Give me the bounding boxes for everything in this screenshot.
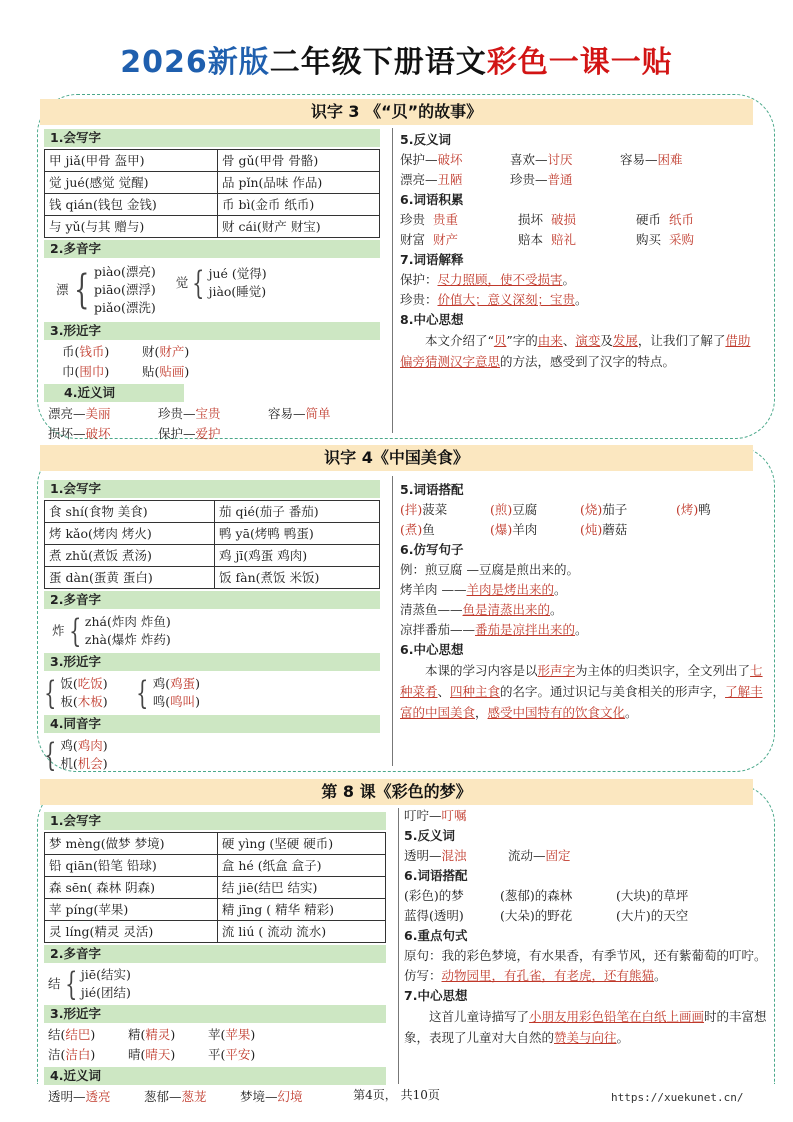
poly-reading: zhá(炸肉 炸鱼) (84, 614, 171, 629)
s2-imit-2: 清蒸鱼——鱼是清蒸出来的。 (400, 602, 563, 617)
col-item: (大朵)的野花 (500, 908, 573, 923)
sim-item: 财(财产) (142, 344, 190, 359)
table-row (45, 150, 380, 172)
s3-poly (48, 965, 386, 1003)
poly-reading: jié(团结) (80, 985, 131, 1000)
table-row (45, 921, 386, 943)
section-1-right (400, 130, 762, 372)
s1-syn-row1 (44, 404, 380, 424)
table-cell: 森 sēn( 森林 阴森) (45, 877, 218, 899)
brace-icon: { (192, 264, 205, 302)
table-cell: 食 shí(食物 美食) (45, 501, 215, 523)
s1-ant-row1 (400, 150, 762, 170)
s3-write-heading: 1.会写字 (44, 812, 386, 830)
section-3-right (404, 806, 770, 1048)
s2-center-text: 本课的学习内容是以形声字为主体的归类识字，全文列出了七种菜肴、四种主食的名字。通过识记与美食相关的形声字，了解丰富的中国美食，感受中国特有的饮食文化。 (400, 663, 763, 720)
col-item: (爆)羊肉 (490, 522, 538, 537)
sim-item: 巾(围巾) (62, 364, 110, 379)
col-item: (大块)的草坪 (616, 888, 689, 903)
s2-imit-1: 烤羊肉 ——羊肉是烤出来的。 (400, 582, 567, 597)
syn-item: 葱郁—葱茏 (144, 1089, 207, 1104)
s3-poly-heading: 2.多音字 (44, 945, 386, 963)
syn-item: 透明—透亮 (48, 1089, 111, 1104)
section-2-divider (392, 476, 393, 766)
col-item: (大片)的天空 (616, 908, 689, 923)
ant-item: 容易—困难 (620, 152, 683, 167)
s2-sim (44, 673, 380, 713)
sim-item: 洁(洁白) (48, 1047, 96, 1062)
s2-write-table (44, 500, 380, 589)
s2-poly-heading: 2.多音字 (44, 591, 380, 609)
s3-key-heading: 6.重点句式 (404, 928, 468, 943)
table-row (45, 855, 386, 877)
s1-sim-row1 (44, 342, 380, 362)
s2-write-heading: 1.会写字 (44, 480, 380, 498)
s3-center-heading: 7.中心思想 (404, 988, 468, 1003)
sim-item: 币(钱币) (62, 344, 110, 359)
s3-ant-heading: 5.反义词 (404, 828, 455, 843)
table-row (45, 172, 380, 194)
s2-imit-example: 例：煎豆腐 —豆腐是煎出来的。 (400, 562, 579, 577)
table-cell: 盒 hé (纸盒 盒子) (217, 855, 385, 877)
sim-item: 鸣(鸣叫) (152, 694, 201, 709)
s2-col-row2 (400, 520, 772, 540)
s2-hom-heading: 4.同音字 (44, 715, 380, 733)
s1-acc-row2 (400, 230, 762, 250)
s1-ant-row2 (400, 170, 762, 190)
section-2-right (400, 480, 772, 723)
table-cell: 硬 yìng (坚硬 硬币) (217, 833, 385, 855)
section-1-divider (392, 128, 393, 433)
table-cell: 煮 zhǔ(煮饭 煮汤) (45, 545, 215, 567)
table-cell: 苹 píng(苹果) (45, 899, 218, 921)
table-cell: 结 jiē(结巴 结实) (217, 877, 385, 899)
s1-acc-heading: 6.词语积累 (400, 192, 464, 207)
s1-sim-heading: 3.形近字 (44, 322, 380, 340)
s1-poly-heading: 2.多音字 (44, 240, 380, 258)
poly-reading: piāo(漂浮) (93, 282, 156, 297)
table-cell: 币 bì(金币 纸币) (218, 194, 380, 216)
col-item: (烧)茄子 (580, 502, 628, 517)
table-row (45, 567, 380, 589)
title-series: 彩色一课一贴 (486, 45, 673, 80)
ant-item: 保护—破坏 (400, 152, 463, 167)
s2-imit-3: 凉拌番茄——番茄是凉拌出来的。 (400, 622, 588, 637)
ant-item: 喜欢—讨厌 (510, 152, 573, 167)
section-3-left (44, 810, 386, 1107)
s1-poly-2 (176, 263, 267, 303)
table-cell: 甲 jiǎ(甲骨 盔甲) (45, 150, 218, 172)
s2-hom (44, 735, 380, 775)
s3-ant-row (404, 846, 770, 866)
col-item: (葱郁)的森林 (500, 888, 573, 903)
brace-icon: { (44, 674, 57, 712)
sim-item: 晴(晴天) (128, 1047, 176, 1062)
col-item: (煮)鱼 (400, 522, 435, 537)
s1-write-heading: 1.会写字 (44, 129, 380, 147)
table-cell: 烤 kǎo(烤肉 烤火) (45, 523, 215, 545)
table-cell: 品 pǐn(品味 作品) (218, 172, 380, 194)
sim-item: 平(平安) (208, 1047, 256, 1062)
page-title (0, 44, 793, 82)
s1-poly-1 (56, 263, 156, 317)
table-cell: 铅 qiān(铅笔 铅球) (45, 855, 218, 877)
s3-col-row1 (404, 886, 770, 906)
s1-write-table (44, 149, 380, 238)
brace-icon: { (68, 612, 81, 650)
s2-col-heading: 5.词语搭配 (400, 482, 464, 497)
sim-item: 苹(苹果) (208, 1027, 256, 1042)
table-cell: 鸡 jī(鸡蛋 鸡肉) (215, 545, 380, 567)
s3-write-table (44, 832, 386, 943)
sim-item: 鸡(鸡蛋) (152, 676, 201, 691)
table-cell: 流 liú ( 流动 流水) (217, 921, 385, 943)
table-row (45, 194, 380, 216)
col-item: (炖)蘑菇 (580, 522, 628, 537)
poly-char: 觉 (175, 275, 189, 290)
poly-reading: jiē(结实) (80, 967, 131, 982)
col-item: (拌)菠菜 (400, 502, 448, 517)
s3-orig-sentence: 原句：我的彩色梦境，有水果香，有季节风，还有紫葡萄的叮咛。 (404, 948, 767, 963)
section-1-left (44, 127, 380, 444)
syn-item: 梦境—幻境 (240, 1089, 303, 1104)
acc-item: 损坏 破损 (518, 212, 576, 227)
section-1-banner: 识字 3 《“贝”的故事》 (40, 99, 753, 125)
s3-col-row2 (404, 906, 770, 926)
syn-item: 容易—简单 (268, 406, 331, 421)
s1-ex-1: 保护：尽力照顾，使不受损害。 (400, 272, 576, 287)
table-cell: 钱 qián(钱包 金钱) (45, 194, 218, 216)
s3-syn-heading: 4.近义词 (44, 1067, 386, 1085)
sim-item: 精(精灵) (128, 1027, 176, 1042)
col-item: (彩色)的梦 (404, 888, 464, 903)
s2-poly (52, 611, 380, 651)
s1-ant-heading: 5.反义词 (400, 132, 451, 147)
poly-reading: piǎo(漂洗) (93, 300, 156, 315)
ant-item: 流动—固定 (508, 848, 571, 863)
s1-center-text: 本文介绍了“贝”字的由来、演变及发展，让我们了解了借助偏旁猜测汉字意思的方法，感受到了汉字的特点。 (400, 333, 751, 369)
sim-item: 饭(吃饭) (60, 676, 108, 691)
table-cell: 蛋 dàn(蛋黄 蛋白) (45, 567, 215, 589)
s2-sim-heading: 3.形近字 (44, 653, 380, 671)
table-row (45, 899, 386, 921)
acc-item: 赔本 赔礼 (518, 232, 576, 247)
ant-item: 漂亮—丑陋 (400, 172, 463, 187)
section-2-banner: 识字 4《中国美食》 (40, 445, 753, 471)
section-3-divider (398, 808, 399, 1084)
s1-ex-2: 珍贵：价值大；意义深刻；宝贵。 (400, 292, 588, 307)
brace-icon: { (44, 736, 57, 774)
poly-reading: jué (觉得) (208, 266, 267, 281)
ant-item: 珍贵—普通 (510, 172, 573, 187)
s3-col-heading: 6.词语搭配 (404, 868, 468, 883)
table-row (45, 216, 380, 238)
acc-item: 硬币 纸币 (636, 212, 694, 227)
poly-reading: piào(漂亮) (93, 264, 156, 279)
s1-syn-heading: 4.近义词 (44, 384, 184, 402)
acc-item: 购买 采购 (636, 232, 694, 247)
s1-syn-row2 (44, 424, 380, 444)
s3-center-text: 这首儿童诗描写了小朋友用彩色铅笔在白纸上画画时的丰富想象，表现了儿童对大自然的赞美与向往。 (404, 1009, 767, 1045)
brace-icon: { (136, 674, 149, 712)
table-cell: 财 cái(财产 财宝) (218, 216, 380, 238)
col-item: (煎)豆腐 (490, 502, 538, 517)
sim-item: 板(木板) (60, 694, 108, 709)
col-item: 蓝得(透明) (404, 908, 464, 923)
poly-reading: jiào(睡觉) (208, 284, 267, 299)
s2-imit-heading: 6.仿写句子 (400, 542, 464, 557)
col-item: (烤)鸭 (676, 502, 711, 517)
s3-sim-row1 (44, 1025, 386, 1045)
table-cell: 骨 gǔ(甲骨 骨骼) (218, 150, 380, 172)
table-cell: 觉 jué(感觉 觉醒) (45, 172, 218, 194)
page-footer: 第4页， 共10页 (353, 1088, 440, 1102)
s2-center-heading: 6.中心思想 (400, 642, 464, 657)
s3-top-syn: 叮咛—叮嘱 (404, 808, 467, 823)
s1-center-heading: 8.中心思想 (400, 312, 464, 327)
table-row (45, 833, 386, 855)
section-3-banner: 第 8 课《彩色的梦》 (40, 779, 753, 805)
ant-item: 透明—混浊 (404, 848, 467, 863)
poly-char: 结 (48, 976, 61, 991)
poly-reading: zhà(爆炸 炸药) (84, 632, 171, 647)
table-row (45, 545, 380, 567)
syn-item: 损坏—破坏 (48, 426, 111, 441)
s1-sim-row2 (44, 362, 380, 382)
brace-icon: { (64, 965, 77, 1003)
s3-sim-row2 (44, 1045, 386, 1065)
table-row (45, 523, 380, 545)
sim-item: 贴(贴画) (142, 364, 190, 379)
syn-item: 保护—爱护 (158, 426, 221, 441)
title-grade: 二年级下册语文 (269, 45, 487, 80)
poly-char: 炸 (52, 623, 65, 638)
s3-sim-heading: 3.形近字 (44, 1005, 386, 1023)
hom-item: 鸡(鸡肉) (60, 738, 108, 753)
table-cell: 鸭 yā(烤鸭 鸭蛋) (215, 523, 380, 545)
table-row (45, 877, 386, 899)
s1-poly-group (44, 260, 380, 320)
source-url[interactable]: https://xuekunet.cn/ (611, 1091, 744, 1104)
sim-item: 结(结巴) (48, 1027, 96, 1042)
table-cell: 茄 qié(茄子 番茄) (215, 501, 380, 523)
hom-item: 机(机会) (60, 756, 108, 771)
section-2-left (44, 478, 380, 775)
syn-item: 漂亮—美丽 (48, 406, 111, 421)
table-cell: 梦 mèng(做梦 梦境) (45, 833, 218, 855)
s2-col-row1 (400, 500, 772, 520)
syn-item: 珍贵—宝贵 (158, 406, 221, 421)
table-row (45, 501, 380, 523)
table-cell: 饭 fàn(煮饭 米饭) (215, 567, 380, 589)
table-cell: 灵 líng(精灵 灵活) (45, 921, 218, 943)
table-cell: 与 yǔ(与其 赠与) (45, 216, 218, 238)
s1-ex-heading: 7.词语解释 (400, 252, 464, 267)
s3-imit-sentence: 仿写：动物园里，有孔雀，有老虎，还有熊猫。 (404, 968, 667, 983)
acc-item: 财富 财产 (400, 232, 458, 247)
poly-char: 漂 (56, 282, 69, 297)
table-cell: 精 jīng ( 精华 精彩) (217, 899, 385, 921)
brace-icon: { (73, 267, 89, 313)
title-year: 2026新版 (120, 45, 270, 80)
s1-acc-row1 (400, 210, 762, 230)
acc-item: 珍贵 贵重 (400, 212, 458, 227)
